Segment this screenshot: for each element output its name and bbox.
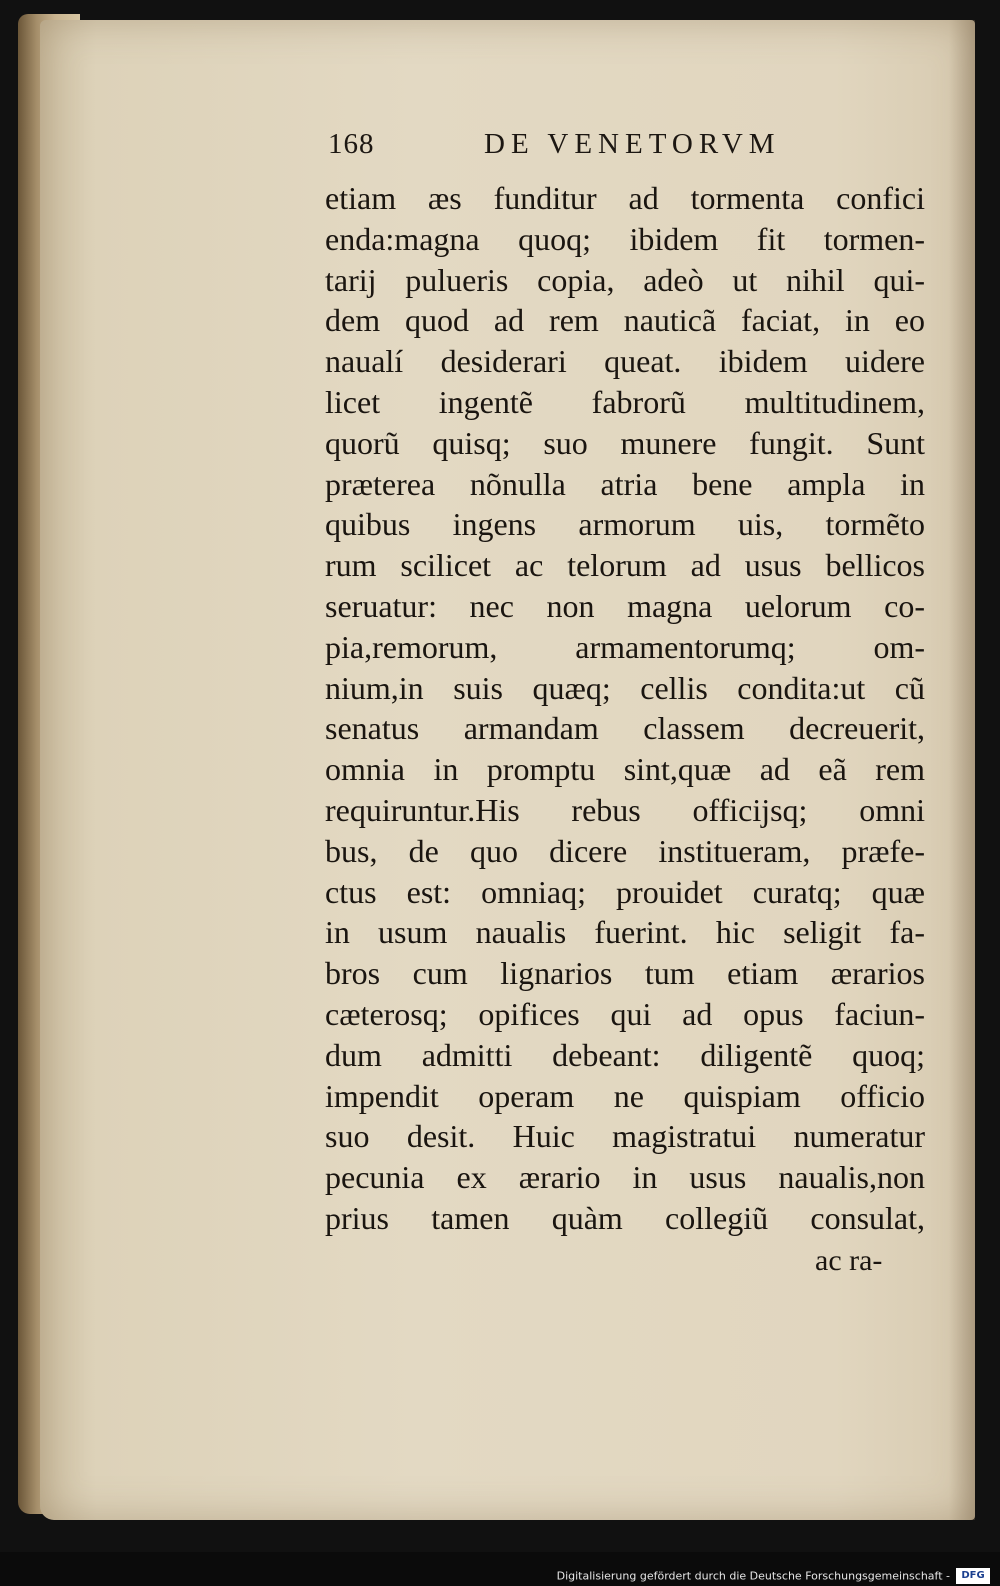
text-line: præterea nõnulla atria bene ampla in	[325, 465, 925, 502]
text-line: requiruntur.His rebus officijsq; omni	[325, 791, 925, 828]
text-line: quorũ quisq; suo munere fungit. Sunt	[325, 424, 925, 461]
text-line: dem quod ad rem nauticã faciat, in eo	[325, 302, 925, 339]
text-line: pecunia ex ærario in usus naualis,non	[325, 1159, 925, 1196]
text-line: quibus ingens armorum uis, tormẽto	[325, 506, 925, 543]
text-line: naualí desiderari queat. ibidem uidere	[325, 343, 925, 380]
text-line: cæterosq; opifices qui ad opus faciun-	[325, 995, 925, 1032]
text-line: licet ingentẽ fabrorũ multitudinem,	[325, 383, 925, 420]
text-line: seruatur: nec non magna uelorum co-	[325, 587, 925, 624]
text-line: in usum naualis fuerint. hic seligit fa-	[325, 914, 925, 951]
text-line: bus, de quo dicere institueram, præfe-	[325, 832, 925, 869]
catchword: ac ra-	[815, 1244, 883, 1277]
body-text	[325, 178, 925, 1239]
running-head: DE VENETORVM	[484, 128, 781, 160]
funding-credit: Digitalisierung gefördert durch die Deutsche Forschungsgemeinschaft -	[556, 1569, 950, 1583]
page-number: 168	[328, 128, 375, 160]
dfg-logo: DFG	[956, 1568, 990, 1584]
text-line: bros cum lignarios tum etiam ærarios	[325, 955, 925, 992]
text-line: dum admitti debeant: diligentẽ quoq;	[325, 1036, 925, 1073]
text-line: tarij pulueris copia, adeò ut nihil qui-	[325, 261, 925, 298]
text-line: ctus est: omniaq; prouidet curatq; quæ	[325, 873, 925, 910]
text-line: impendit operam ne quispiam officio	[325, 1077, 925, 1114]
text-line: pia,remorum, armamentorumq; om-	[325, 628, 925, 665]
text-line: enda:magna quoq; ibidem fit tormen-	[325, 220, 925, 257]
text-line: nium,in suis quæq; cellis condita:ut cũ	[325, 669, 925, 706]
text-line: omnia in promptu sint,quæ ad eã rem	[325, 751, 925, 788]
text-line: rum scilicet ac telorum ad usus bellicos	[325, 547, 925, 584]
text-line: etiam æs funditur ad tormenta confici	[325, 180, 925, 216]
text-line: suo desit. Huic magistratui numeratur	[325, 1118, 925, 1155]
page-gutter-shadow	[949, 20, 975, 1520]
text-line: senatus armandam classem decreuerit,	[325, 710, 925, 747]
page-header	[328, 128, 848, 168]
text-line: prius tamen quàm collegiũ consulat,	[325, 1199, 925, 1236]
